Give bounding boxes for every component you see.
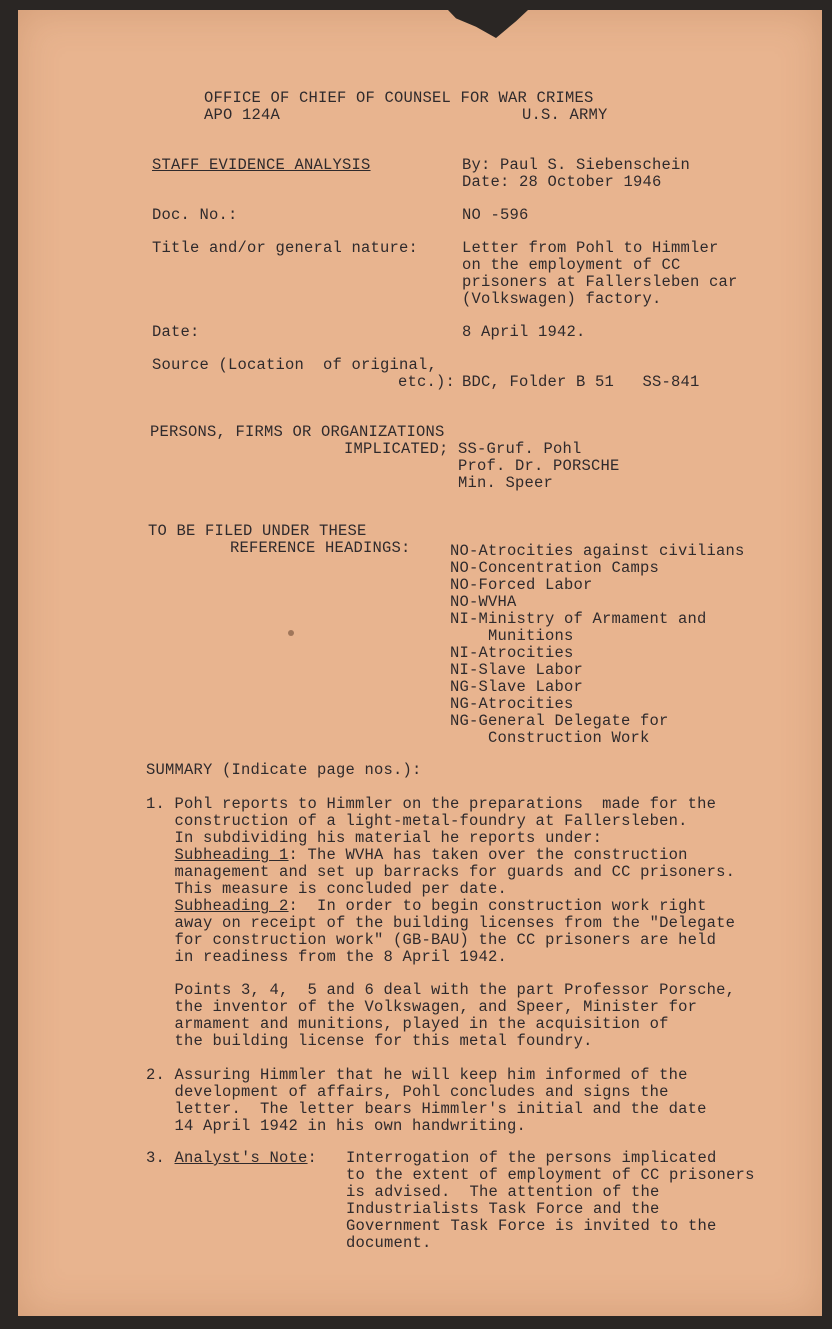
army-label: U.S. ARMY <box>522 106 608 124</box>
note-line: Interrogation of the persons implicated <box>346 1149 717 1167</box>
document-page <box>18 10 822 1316</box>
filing-item: NI-Slave Labor <box>450 661 584 679</box>
persons-label-cont: IMPLICATED; <box>344 440 449 458</box>
filing-item: NG-General Delegate for <box>450 712 669 730</box>
summary-line: Points 3, 4, 5 and 6 deal with the part Professor Porsche, <box>146 981 736 999</box>
source-value: BDC, Folder B 51 SS-841 <box>462 373 700 391</box>
summary-line: 14 April 1942 in his own handwriting. <box>146 1117 527 1135</box>
summary-line: armament and munitions, played in the acquisition of <box>146 1015 669 1033</box>
paper-speck <box>288 630 294 636</box>
nature-label: Title and/or general nature: <box>152 239 419 257</box>
analyst-note-label: Analyst's Note <box>174 1149 308 1167</box>
summary-line: away on receipt of the building licenses from the "Delegate <box>146 914 736 932</box>
date-label: Date: <box>152 323 200 341</box>
note-line: to the extent of employment of CC prisoners <box>346 1166 755 1184</box>
doc-no-label: Doc. No.: <box>152 206 238 224</box>
analysis-title: STAFF EVIDENCE ANALYSIS <box>152 156 371 174</box>
filing-item: Munitions <box>450 627 574 645</box>
filing-item: NI-Atrocities <box>450 644 574 662</box>
subheading-1-line: Subheading 1: The WVHA has taken over the construction <box>174 846 688 864</box>
source-label-cont: etc.): <box>398 373 456 391</box>
person-item: Min. Speer <box>458 474 554 492</box>
summary-line: management and set up barracks for guards and CC prisoners. <box>146 863 736 881</box>
summary-line: 2. Assuring Himmler that he will keep him informed of the <box>146 1066 688 1084</box>
subheading-2-label: Subheading 2 <box>174 897 289 915</box>
filing-label-cont: REFERENCE HEADINGS: <box>230 539 411 557</box>
nature-line: Letter from Pohl to Himmler <box>462 239 719 257</box>
nature-line: prisoners at Fallersleben car <box>462 273 738 291</box>
nature-line: (Volkswagen) factory. <box>462 290 662 308</box>
analysis-date: Date: 28 October 1946 <box>462 173 662 191</box>
torn-edge <box>448 10 528 38</box>
filing-item: NG-Slave Labor <box>450 678 584 696</box>
doc-no-value: NO -596 <box>462 206 529 224</box>
summary-line: This measure is concluded per date. <box>146 880 508 898</box>
date-value: 8 April 1942. <box>462 323 586 341</box>
persons-label: PERSONS, FIRMS OR ORGANIZATIONS <box>150 423 445 441</box>
summary-line: construction of a light-metal-foundry at Fallersleben. <box>146 812 688 830</box>
note-line: is advised. The attention of the <box>346 1183 660 1201</box>
filing-item: Construction Work <box>450 729 650 747</box>
summary-line: In subdividing his material he reports under: <box>146 829 603 847</box>
summary-line: the inventor of the Volkswagen, and Speer, Minister for <box>146 998 698 1016</box>
note-line: document. <box>346 1234 432 1252</box>
apo-number: APO 124A <box>204 106 281 124</box>
office-line: OFFICE OF CHIEF OF COUNSEL FOR WAR CRIMES <box>204 89 594 107</box>
person-item: Prof. Dr. PORSCHE <box>458 457 620 475</box>
analyst-name: By: Paul S. Siebenschein <box>462 156 691 174</box>
subheading-2-line: Subheading 2: In order to begin construction work right <box>174 897 707 915</box>
filing-item: NO-Concentration Camps <box>450 559 660 577</box>
note-line: Government Task Force is invited to the <box>346 1217 717 1235</box>
summary-line: letter. The letter bears Himmler's initial and the date <box>146 1100 707 1118</box>
summary-line: in readiness from the 8 April 1942. <box>146 948 508 966</box>
filing-item: NO-WVHA <box>450 593 517 611</box>
subheading-1-label: Subheading 1 <box>174 846 289 864</box>
note-line: Industrialists Task Force and the <box>346 1200 660 1218</box>
person-item: SS-Gruf. Pohl <box>458 440 582 458</box>
summary-line: development of affairs, Pohl concludes and signs the <box>146 1083 669 1101</box>
filing-label: TO BE FILED UNDER THESE <box>148 522 367 540</box>
nature-line: on the employment of CC <box>462 256 681 274</box>
analyst-note-heading: 3. Analyst's Note: <box>146 1149 318 1167</box>
filing-item: NI-Ministry of Armament and <box>450 610 707 628</box>
summary-label: SUMMARY (Indicate page nos.): <box>146 761 422 779</box>
summary-line: for construction work" (GB-BAU) the CC prisoners are held <box>146 931 717 949</box>
filing-item: NG-Atrocities <box>450 695 574 713</box>
source-label: Source (Location of original, <box>152 356 438 374</box>
filing-item: NO-Forced Labor <box>450 576 593 594</box>
summary-line: the building license for this metal foundry. <box>146 1032 593 1050</box>
filing-item: NO-Atrocities against civilians <box>450 542 745 560</box>
summary-line: 1. Pohl reports to Himmler on the preparations made for the <box>146 795 717 813</box>
